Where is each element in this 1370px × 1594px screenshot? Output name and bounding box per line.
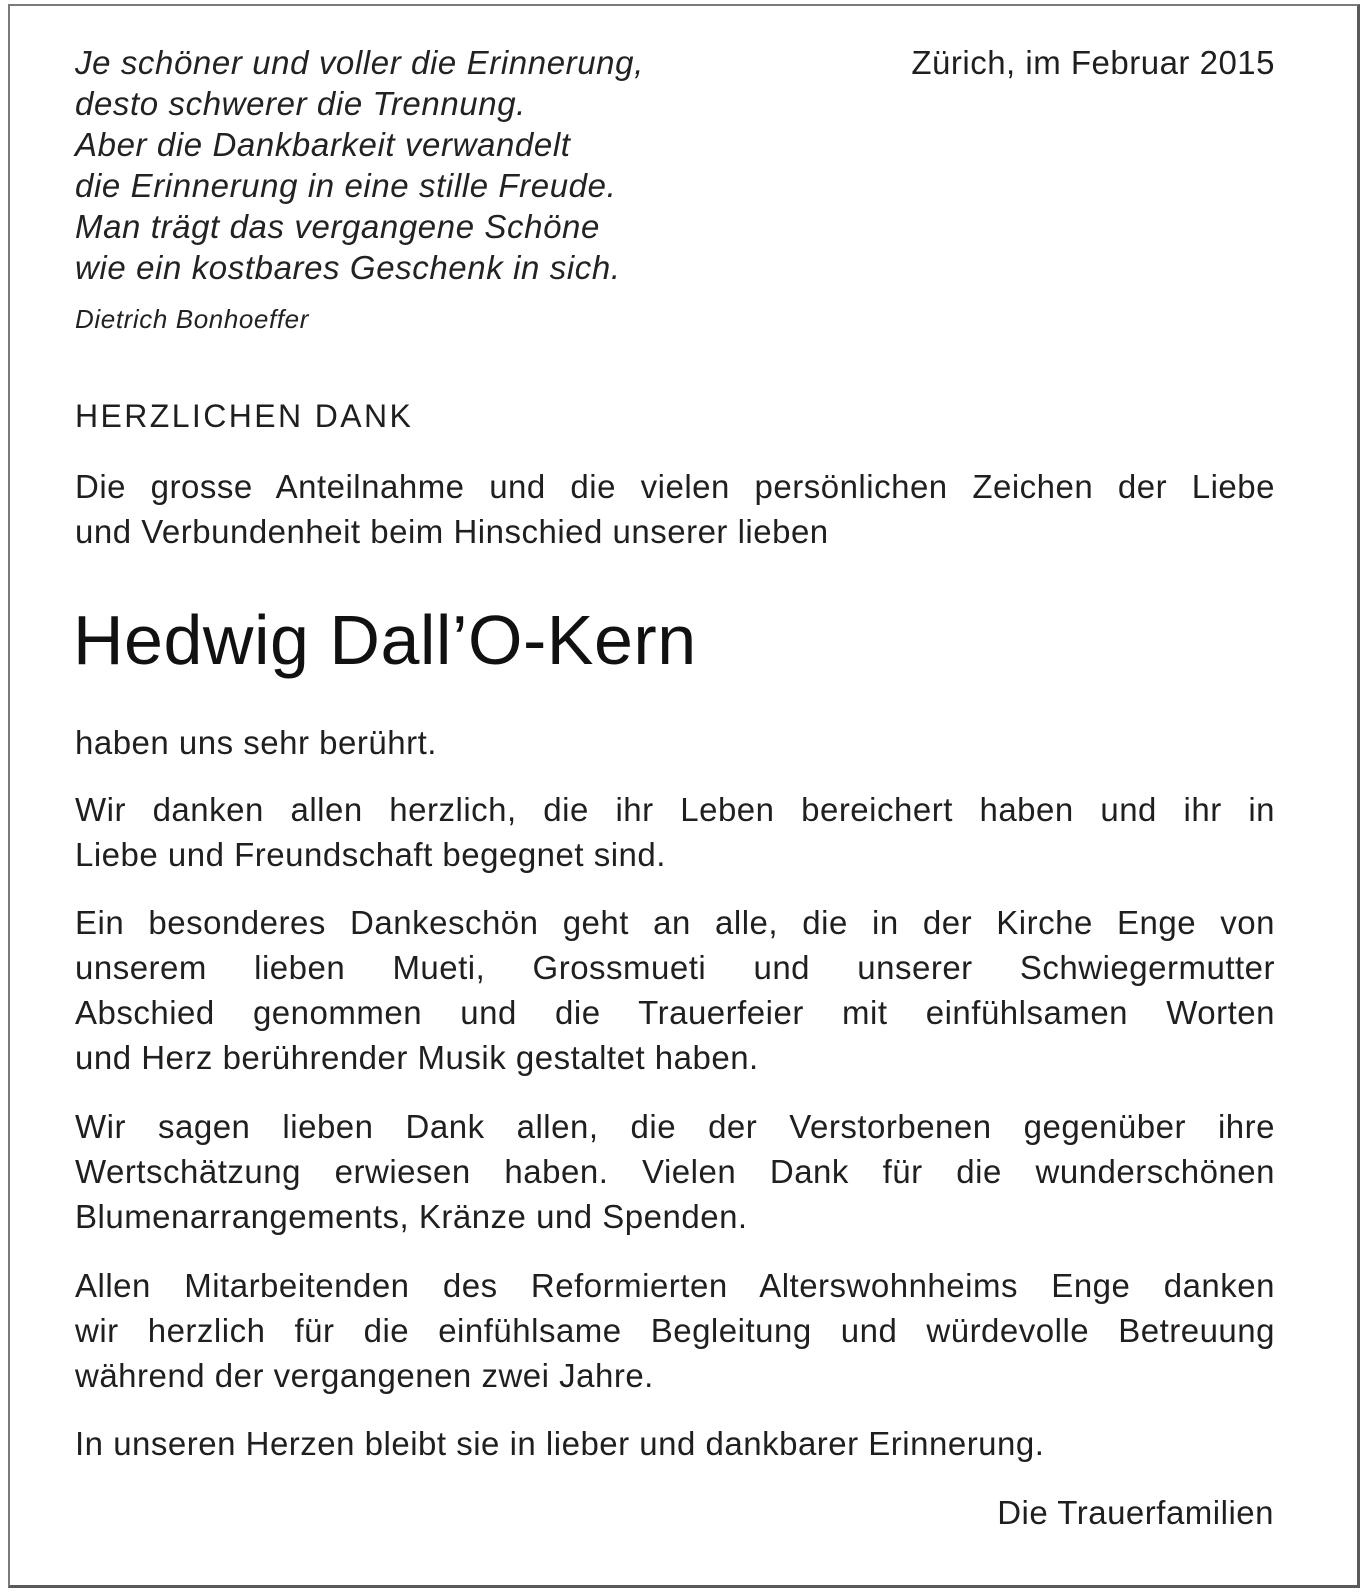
- paragraph-line: Blumenarrangements, Kränze und Spenden.: [75, 1198, 748, 1235]
- thanks-paragraph-3: [75, 1104, 1275, 1239]
- bonhoeffer-quote: [75, 42, 644, 288]
- quote-line: Man trägt das vergangene Schöne: [75, 208, 600, 245]
- quote-author: Dietrich Bonhoeffer: [75, 304, 309, 334]
- deceased-name: Hedwig Dall’O-Kern: [73, 601, 697, 679]
- paragraph-line: Ein besonderes Dankeschön geht an alle, die in der Kirche Enge von: [75, 904, 1275, 941]
- paragraph-line: Allen Mitarbeitenden des Reformierten Alterswohnheims Enge danken: [75, 1267, 1275, 1304]
- place-date: Zürich, im Februar 2015: [911, 44, 1275, 81]
- intro-line: und Verbundenheit beim Hinschied unserer lieben: [75, 513, 829, 550]
- quote-line: die Erinnerung in eine stille Freude.: [75, 167, 617, 204]
- paragraph-line: wir herzlich für die einfühlsame Begleitung und würdevolle Betreuung: [75, 1312, 1275, 1349]
- paragraph-line: Liebe und Freundschaft begegnet sind.: [75, 836, 666, 873]
- paragraph-line: Abschied genommen und die Trauerfeier mit einfühlsamen Worten: [75, 994, 1275, 1031]
- intro-line: Die grosse Anteilnahme und die vielen persönlichen Zeichen der Liebe: [75, 468, 1275, 505]
- intro-paragraph: [75, 464, 1275, 554]
- paragraph-line: unserem lieben Mueti, Grossmueti und unserer Schwiegermutter: [75, 949, 1275, 986]
- thanks-paragraph-2: [75, 900, 1275, 1080]
- closing-paragraph: [75, 1421, 1275, 1466]
- thanks-paragraph-1: [75, 787, 1275, 877]
- quote-line: Aber die Dankbarkeit verwandelt: [75, 126, 571, 163]
- paragraph-line: Wertschätzung erwiesen haben. Vielen Dank für die wunderschönen: [75, 1153, 1275, 1190]
- quote-line: desto schwerer die Trennung.: [75, 85, 526, 122]
- paragraph-line: während der vergangenen zwei Jahre.: [75, 1357, 654, 1394]
- paragraph-line: und Herz berührender Musik gestaltet haben.: [75, 1039, 759, 1076]
- quote-line: wie ein kostbares Geschenk in sich.: [75, 249, 621, 286]
- paragraph-line: In unseren Herzen bleibt sie in lieber und dankbarer Erinnerung.: [75, 1425, 1045, 1462]
- touched-paragraph: [75, 720, 1275, 765]
- paragraph-line: Wir danken allen herzlich, die ihr Leben bereichert haben und ihr in: [75, 791, 1275, 828]
- touched-line: haben uns sehr berührt.: [75, 724, 437, 761]
- notice-heading: HERZLICHEN DANK: [75, 398, 414, 434]
- signature: Die Trauerfamilien: [997, 1494, 1274, 1531]
- quote-line: Je schöner und voller die Erinnerung,: [75, 44, 644, 81]
- paragraph-line: Wir sagen lieben Dank allen, die der Verstorbenen gegenüber ihre: [75, 1108, 1275, 1145]
- thanks-paragraph-4: [75, 1263, 1275, 1398]
